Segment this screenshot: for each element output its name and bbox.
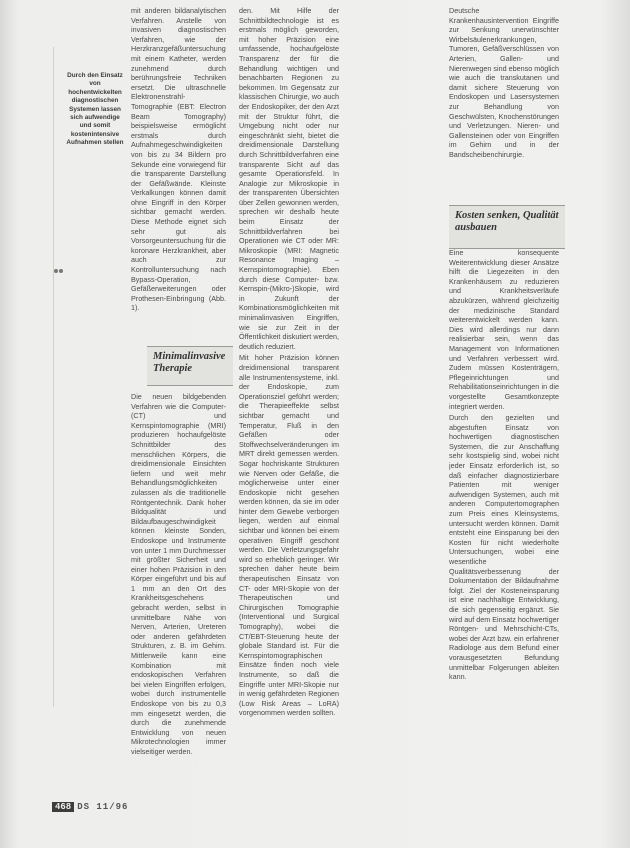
- page-footer: [52, 802, 128, 816]
- page-margin-line: [53, 47, 62, 707]
- section-heading-minimalinvasive: Minimalinvasive Therapie: [153, 351, 226, 374]
- paragraph: Die neuen bildgebenden Verfahren wie die Computer- (CT) und Kernspintomographie (MRI) produzieren hochaufgelöste Schnittbilder des menschlichen Körpers, die dreidimensionale Einsichten liefern und weit mehr Behandlungsmöglichkeiten zulassen als die traditionelle Röntgentechnik. Dank hoher Bildqualität und Bildaufbaugeschwindigkeit können kleinste Sonden, Endoskope und Instrumente von unter 1 mm Durchmesser mit größter Sicherheit und einer hohen Präzision in den Körper eingeführt und bis auf 1 mm an den Ort des Krankheitsgeschehens gebracht werden, selbst in unmittelbare Nähe von Nerven, Arterien, Ureteren oder anderen gefährdeten Strukturen, z. B. im Gehirn. Mittlerweile kann eine Kombination mit endoskopischen Verfahren bei vielen Eingriffen erfolgen, wobei durch instrumentelle Endoskope von bis zu 0,3 mm eingesetzt werden, die durch die zunehmende Entwicklung von neuen Mikrotechnologien immer vielseitiger werden.: [131, 392, 226, 756]
- paragraph: Deutsche Krankenhausintervention Eingriffe zur Senkung unerwünschter Wirbelsäulenerkrankungen, Tumoren, Gefäßverschlüssen von Arterien, Gallen- und Nierenwegen sind ebenso möglich wie auch die transkutanen und damit sichere Steuerung von Endoskopen und Lasersystemen zur Behandlung von Geschwülsten, Knochenstörungen und Verletzungen. Nieren- und Gallensteinen oder von Eingriffen im Gehirn und in der Bandscheibenchirurgie.: [449, 6, 559, 159]
- pull-quote-text: Durch den Einsatz von hochentwickelten diagnostischen Systemen lassen sich aufwendige und somit kostenintensive Aufnahmen stellen: [66, 72, 124, 147]
- magazine-issue: DS 11/96: [77, 802, 129, 812]
- text-column-3: [449, 6, 559, 196]
- section-heading-box: [449, 205, 565, 249]
- text-column-1b: [131, 392, 226, 792]
- bullet-dot: [59, 269, 63, 273]
- text-column-2: [239, 6, 339, 796]
- paragraph: Durch den gezielten und abgestuften Einsatz von hochwertigen diagnostischen Systemen, die zur Anschaffung sehr kostspielig sind, wobei nicht jeder Einsatz erforderlich ist, so daß einfacher diagnostizierbare Patienten mit weniger aufwendigen Systemen, auch mit anderen Computertomographen zum Preis eines Kleinsystems, untersucht werden können. Damit entsteht eine Einsparung bei den Kosten für nicht wiederholte Untersuchungen, wobei eine wesentliche Qualitätsverbesserung der Dokumentation der Bildaufnahme folgt. Ziel der Kosteneinsparung ist eine nachhaltige Entwicklung, die sich gegenseitig ergänzt. Sie wird auf dem Einsatz hochwertiger Röntgen- und Mehrschicht-CTs, wobei der Arzt bzw. ein erfahrener Radiologe aus dem Befund einer vorausgesetzten Befundung unmittelbar Folgerungen ableiten kann.: [449, 413, 559, 682]
- section-heading-box: [147, 346, 233, 386]
- paragraph: Mit hoher Präzision können dreidimensional transparent alle Instrumentensysteme, inkl. der Endoskopie, zum Operationsziel geführt werden; die Therapieeffekte selbst sichtbar gemacht und Temperatur, Fluß in den Gefäßen oder Stoffwechselveränderungen im MRT direkt gemessen werden. Sogar hochriskante Strukturen wie Nerven oder Gefäße, die möglicherweise unter einer Endoskopie nicht gesehen werden können, da sie im oder hinter dem Gewebe verborgen liegen, werden auf einmal sichtbar und können bei einem operativen Eingriff geschont werden. Die Verletzungsgefahr wird so erheblich geringer. Wir sprechen daher heute beim therapeutischen Einsatz von CT- oder MRI-Skopie von der Therapeutischen und Chirurgischen Tomographie (Interventional und Surgical Tomography), wobei die CT/EBT-Steuerung heute der globale Standard ist. Für die Kernspintomographischen Einsätze finden noch viele Instrumente, so daß die Eingriffe unter MRI-Skopie nur in wenig gefährdeten Regionen (Low Risk Areas – LoRA) vorgenommen werden sollten.: [239, 353, 339, 718]
- text-column-1: [131, 6, 226, 346]
- paragraph: mit anderen bildanalytischen Verfahren. Anstelle von invasiven diagnostischen Verfahren, wie der Herzkranzgefäßuntersuchung mit einem Katheter, werden zunehmend durch berührungsfreie Techniken ersetzt. Die ultraschnelle Elektronenstrahl-Tomographie (EBT: Electron Beam Tomography) beispielsweise ermöglicht erstmals durch Aufnahmegeschwindigkeiten von bis zu 34 Bildern pro Sekunde eine vorwiegend für die transparente Darstellung der Gefäßwände. Kleinste Verkalkungen können damit ohne Eingriff in den Körper sichtbar gemacht werden. Diese Methode eignet sich sehr gut als Vorsorgeuntersuchung für die koronare Herzkrankheit, aber auch zur Kontrolluntersuchung nach Bypass-Operation, Gefäßerweiterungen oder Prothesen-Einbringung (Abb. 1).: [131, 6, 226, 313]
- text-column-3b: [449, 248, 559, 838]
- bullet-marks: [54, 260, 64, 266]
- pull-quote: [66, 72, 124, 148]
- bullet-dot: [54, 269, 58, 273]
- paragraph: den. Mit Hilfe der Schnittbildtechnologie ist es erstmals möglich geworden, mit hoher Präzision eine umfassende, hochaufgelöste Transparenz der für die Behandlung wichtigen und benachbarten Regionen zu bekommen. Im Gegensatz zur klassischen Chirurgie, wo auch der Endoskopiker, der den Arzt mit der Struktur führt, die Umgebung nicht oder nur eingeschränkt sieht, bietet die dreidimensionale Darstellung durch Schnittbildverfahren eine transparente Sicht auf das gesamte Operationsfeld. In Analogie zur Mikroskopie in der transparenten Übersichten über Zellen gewonnen werden, sprechen wir deshalb heute beim Einsatz der Schnittbildverfahren bei Operationen wie CT oder MR: Mikroskopie (MRI: Magnetic Resonance Imaging – Kernspintomographie). Eben durch diese Computer- bzw. Kernspin-(Mikro-)Skopie, wird in Zukunft der Kombinationsmöglichkeiten mit minimalinvasiven Eingriffen, wie sie zur Zeit in der Öffentlichkeit diskutiert werden, deutlich reduziert.: [239, 6, 339, 351]
- paragraph: Eine konsequente Weiterentwicklung dieser Ansätze hilft die Liegezeiten in den Krankenhäusern zu reduzieren und Krankheitsverläufe abzukürzen, während gleichzeitig der medizinische Standard weiterentwickelt werden kann. Dies wird allerdings nur dann realisierbar sein, wenn das Management von Informationen und Verfahren verbessert wird. Zudem müssen Kostenträgern, Pflegeinrichtungen und Rehabilitationseinrichtungen in die vorgestellte Gesamtkonzepte integriert werden.: [449, 248, 559, 411]
- page-number: 468: [52, 802, 74, 812]
- section-heading-kosten: Kosten senken, Qualität ausbauen: [455, 210, 559, 233]
